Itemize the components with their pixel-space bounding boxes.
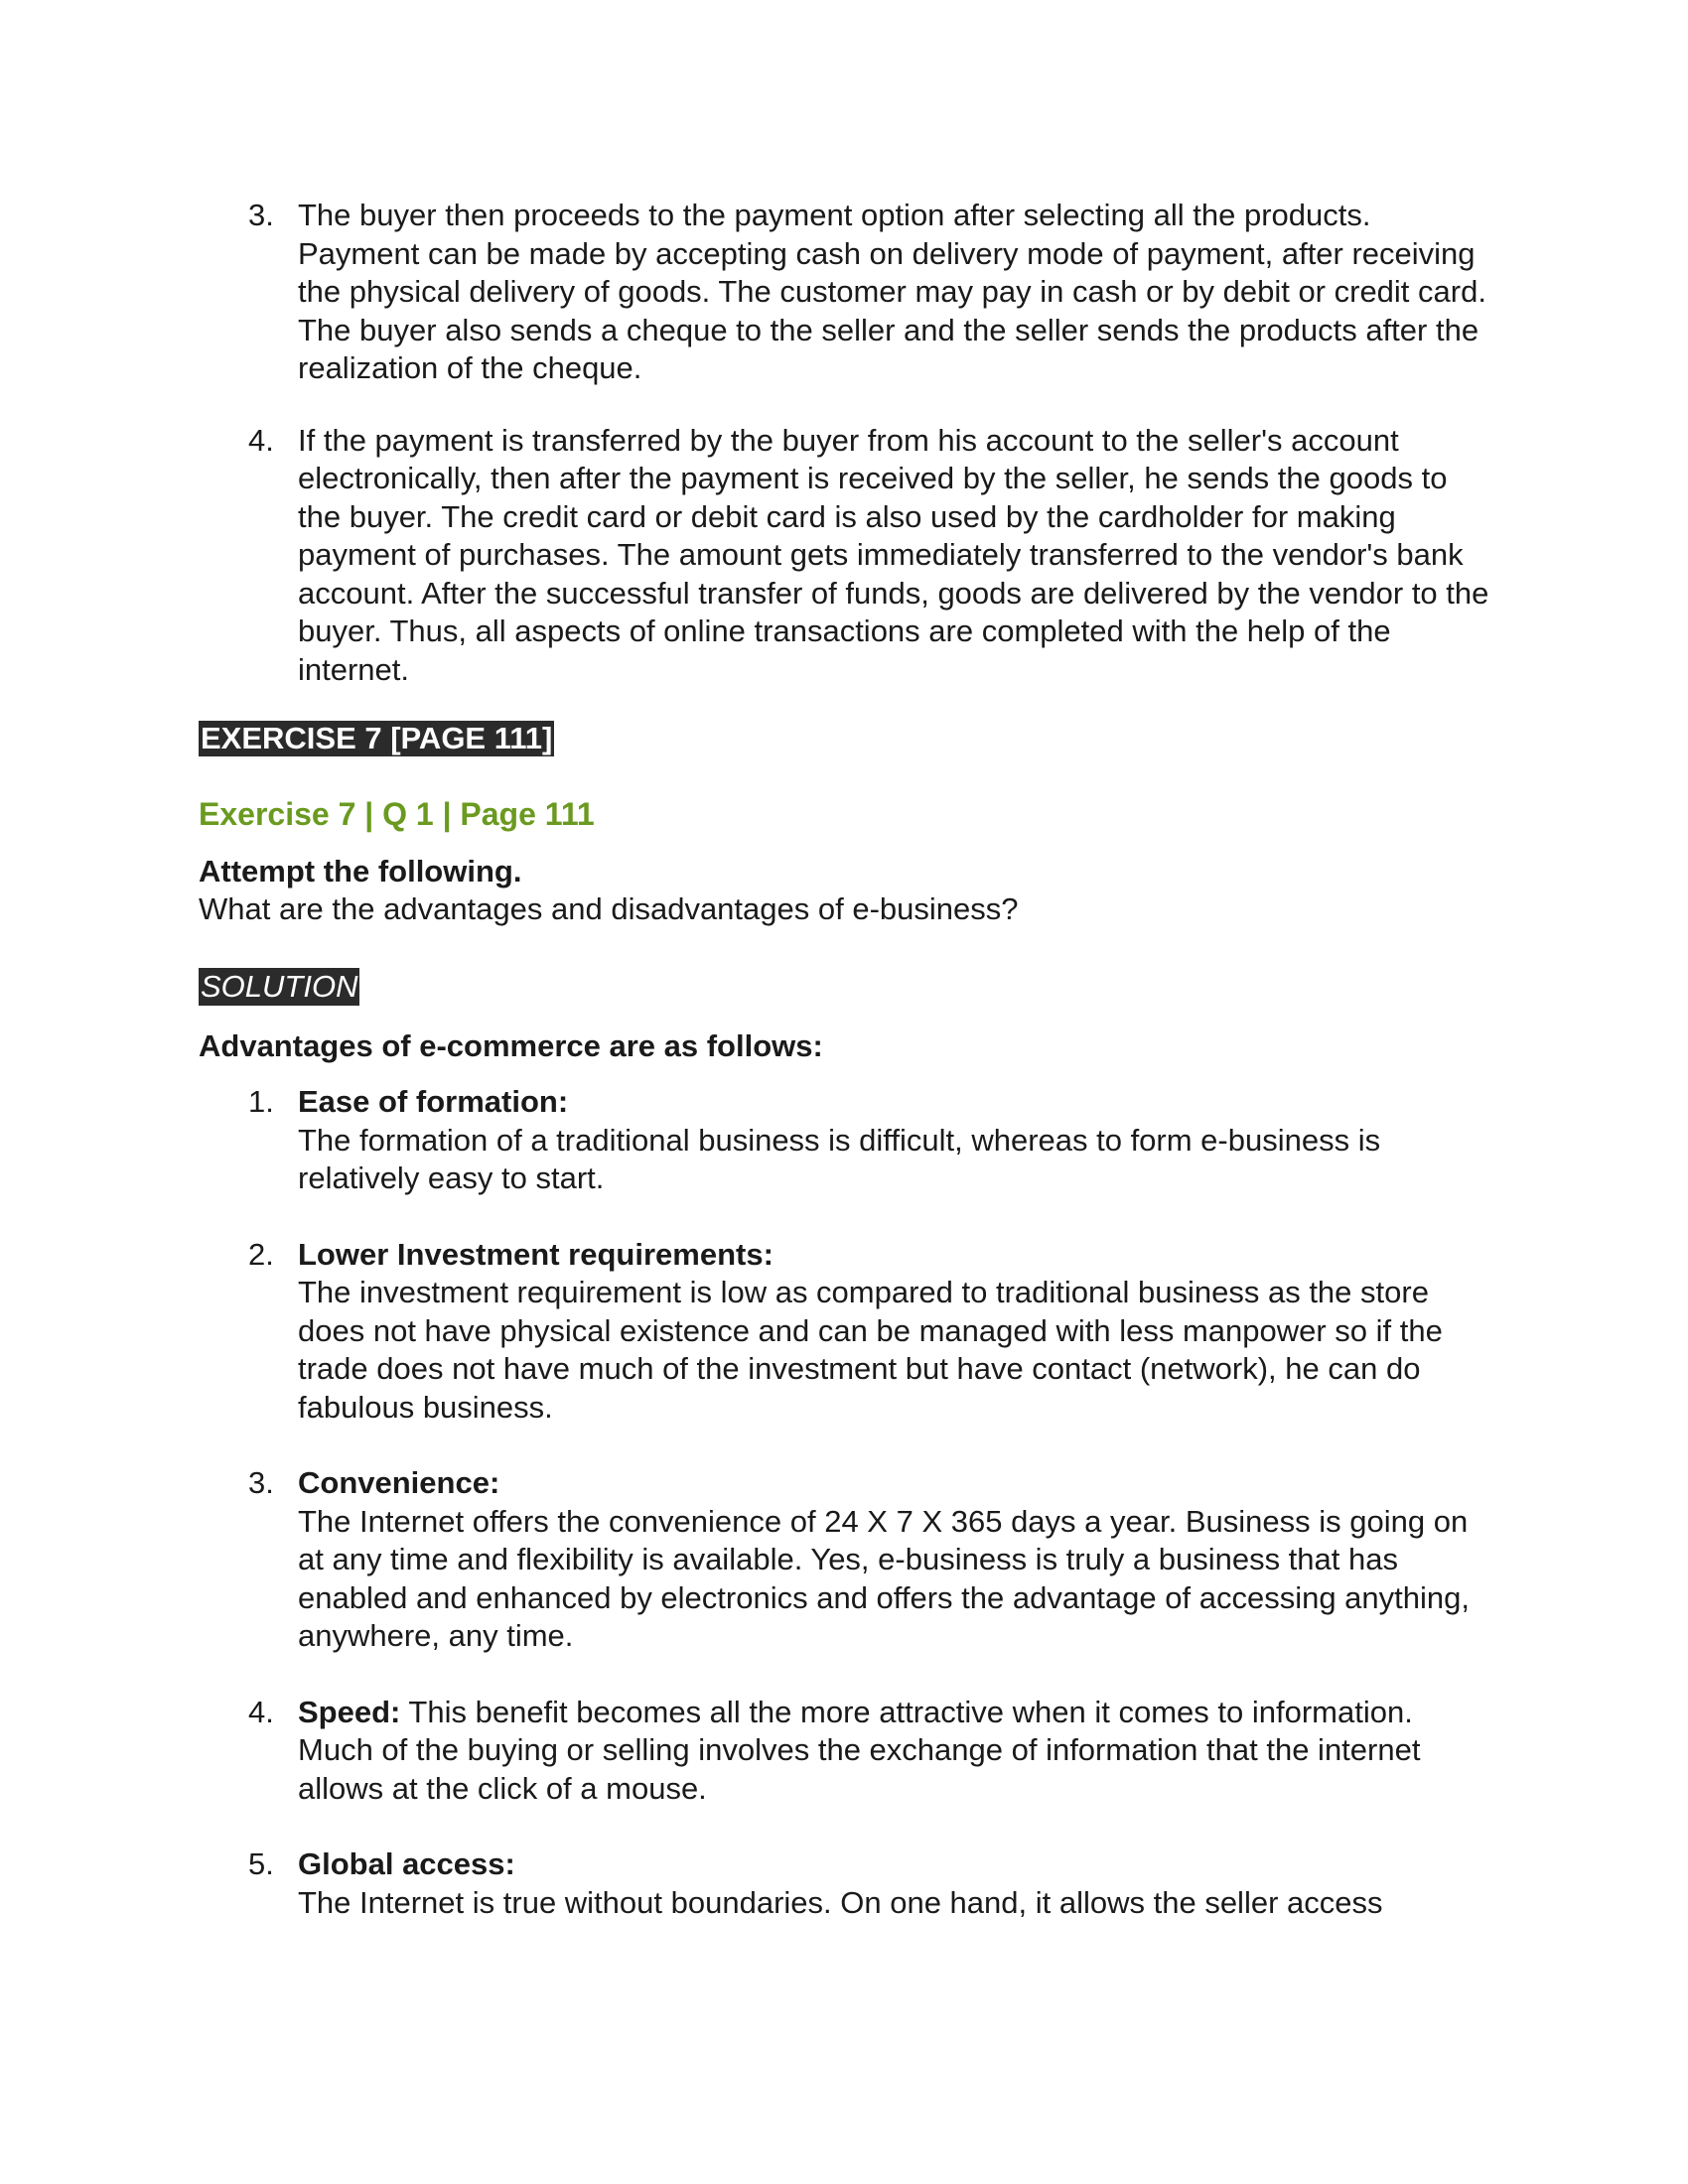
advantage-text: The Internet offers the convenience of 24 X 7 X 365 days a year. Business is going on at any time and flexibility is available. Yes, e-business is truly a business that has enabled and enhanced by electronics and offers the advantage of accessing anything, anywhere, any time. bbox=[298, 1503, 1470, 1653]
advantage-number: 5. bbox=[248, 1846, 274, 1881]
list-item-number: 4. bbox=[248, 422, 274, 458]
exercise-heading: Exercise 7 | Q 1 | Page 111 bbox=[199, 796, 595, 832]
advantage-item bbox=[199, 1464, 1489, 1656]
list-item bbox=[199, 422, 1489, 690]
list-item bbox=[199, 197, 1489, 388]
advantages-heading: Advantages of e-commerce are as follows: bbox=[199, 1028, 823, 1063]
advantage-number: 4. bbox=[248, 1694, 274, 1729]
advantage-text: This benefit becomes all the more attractive when it comes to information. Much of the buying or selling involves the exchange of information that the internet allows at the click of a mouse. bbox=[298, 1694, 1421, 1806]
attempt-label: Attempt the following. bbox=[199, 854, 522, 888]
advantage-text: The Internet is true without boundaries. On one hand, it allows the seller access bbox=[298, 1884, 1383, 1920]
solution-banner: SOLUTION bbox=[201, 969, 358, 1004]
advantage-number: 2. bbox=[248, 1236, 274, 1272]
advantage-title: Convenience: bbox=[298, 1465, 500, 1500]
advantage-title: Ease of formation: bbox=[298, 1084, 569, 1119]
exercise-banner: EXERCISE 7 [PAGE 111] bbox=[201, 721, 553, 755]
question-text: What are the advantages and disadvantages of e-business? bbox=[199, 891, 1019, 926]
advantage-text: The formation of a traditional business is difficult, whereas to form e-business is relatively easy to start. bbox=[298, 1122, 1381, 1195]
advantage-number: 1. bbox=[248, 1084, 274, 1119]
advantages-list bbox=[199, 1083, 1489, 1922]
advantage-item bbox=[199, 1236, 1489, 1428]
advantage-text: The investment requirement is low as compared to traditional business as the store does not have physical existence and can be managed with less manpower so if the trade does not have much of the investment but have contact (network), he can do fabulous business. bbox=[298, 1275, 1443, 1425]
advantage-title: Lower Investment requirements: bbox=[298, 1236, 774, 1272]
advantage-title: Global access: bbox=[298, 1846, 515, 1881]
advantage-item bbox=[199, 1083, 1489, 1198]
list-item-number: 3. bbox=[248, 198, 274, 232]
document-page bbox=[199, 197, 1489, 1960]
list-item-text: The buyer then proceeds to the payment option after selecting all the products. Payment can be made by accepting cash on delivery mode of payment, after receiving the physical delivery of goods. The customer may pay in cash or by debit or credit card. The buyer also sends a cheque to the seller and the seller sends the products after the realization of the cheque. bbox=[298, 198, 1486, 385]
advantage-number: 3. bbox=[248, 1465, 274, 1500]
advantage-item bbox=[199, 1845, 1489, 1922]
advantage-item bbox=[199, 1694, 1489, 1809]
list-item-text: If the payment is transferred by the buyer from his account to the seller's account electronically, then after the payment is received by the seller, he sends the goods to the buyer. The credit card or debit card is also used by the cardholder for making payment of purchases. The amount gets immediately transferred to the vendor's bank account. After the successful transfer of funds, goods are delivered by the vendor to the buyer. Thus, all aspects of online transactions are completed with the help of the internet. bbox=[298, 422, 1489, 687]
advantage-title: Speed: bbox=[298, 1694, 401, 1729]
